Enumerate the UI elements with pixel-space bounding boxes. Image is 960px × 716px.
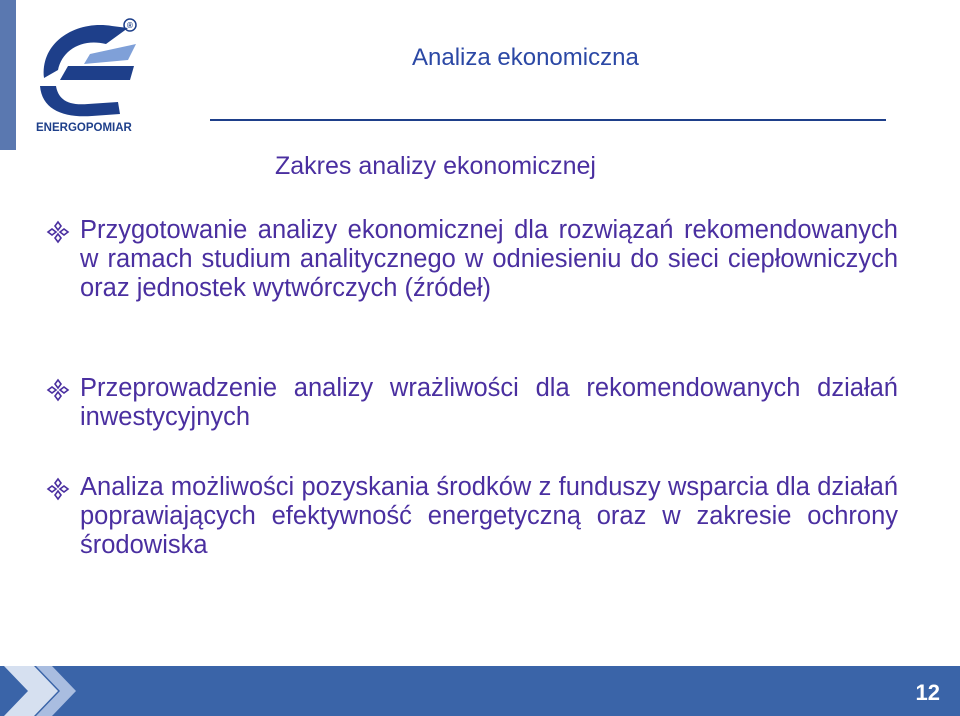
footer-bar — [0, 666, 960, 716]
bullet-item — [46, 216, 898, 303]
section-subtitle: Zakres analizy ekonomicznej — [275, 152, 596, 180]
bullet-item — [46, 473, 898, 560]
page-title: Analiza ekonomiczna — [412, 44, 639, 71]
registered-mark: ® — [127, 21, 133, 30]
diamond-bullet-icon — [46, 378, 70, 402]
bullet-text: Przygotowanie analizy ekonomicznej dla rozwiązań rekomendowanych w ramach studium analitycznego w odniesieniu do sieci ciepłowniczych oraz jednostek wytwórczych (źródeł) — [80, 216, 898, 302]
bullet-item — [46, 374, 898, 432]
bullet-text: Przeprowadzenie analizy wrażliwości dla rekomendowanych działań inwestycyjnych — [80, 374, 898, 431]
energopomiar-logo — [32, 14, 140, 136]
chevron-right-icon — [0, 666, 90, 716]
diamond-bullet-icon — [46, 220, 70, 244]
title-underline — [210, 119, 886, 121]
bullet-text: Analiza możliwości pozyskania środków z funduszy wsparcia dla działań poprawiających efektywność energetyczną oraz w zakresie ochrony środowiska — [80, 473, 898, 559]
page-number: 12 — [915, 680, 940, 705]
left-accent-bar — [0, 0, 16, 150]
logo-brand-text: ENERGOPOMIAR — [36, 122, 132, 134]
diamond-bullet-icon — [46, 477, 70, 501]
